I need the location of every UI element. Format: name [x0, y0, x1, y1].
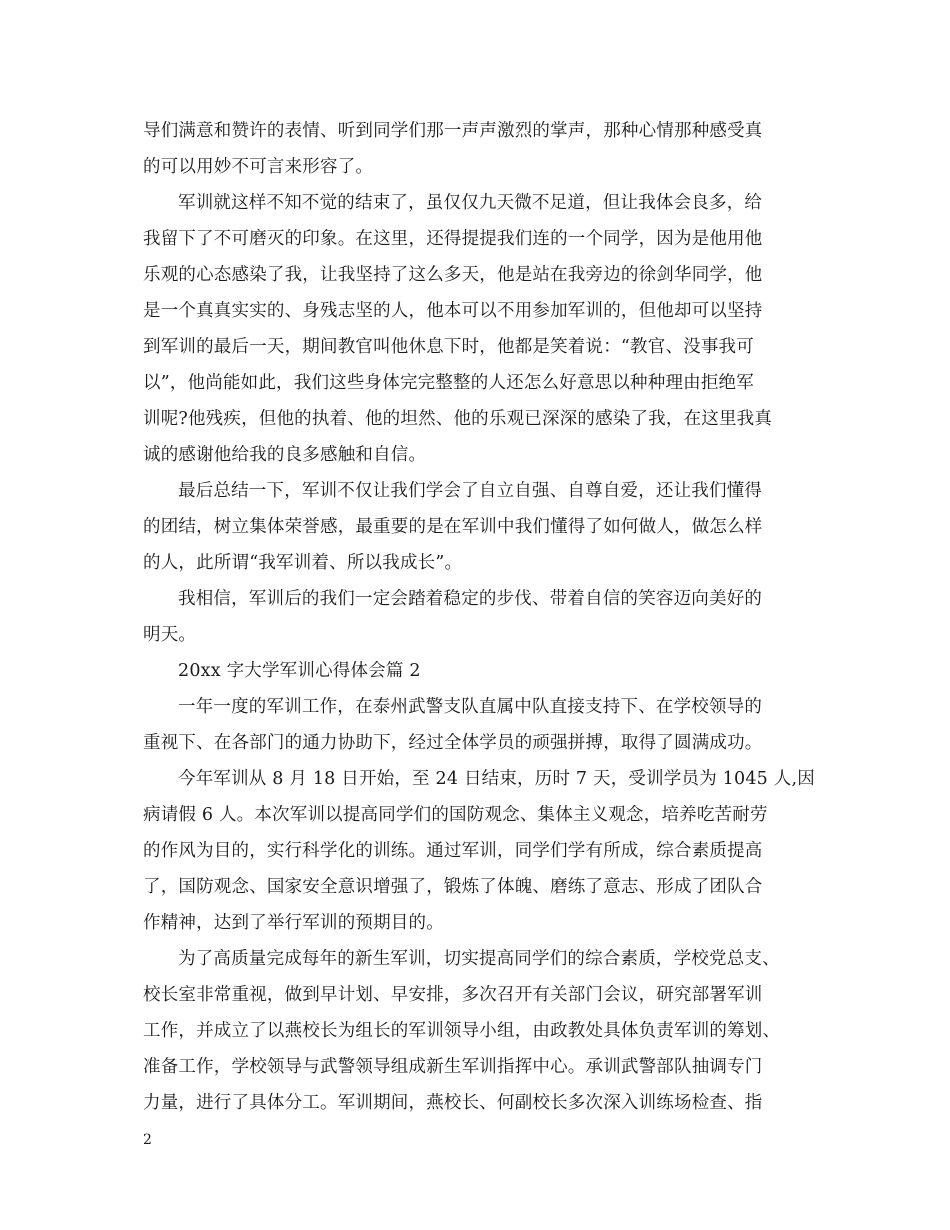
text-line: 训呢?他残疾，但他的执着、他的坦然、他的乐观已深深的感染了我，在这里我真: [143, 409, 773, 429]
text-line: 校长室非常重视，做到早计划、早安排，多次召开有关部门会议，研究部署军训: [143, 985, 763, 1005]
text-line: 准备工作，学校领导与武警领导组成新生军训指挥中心。承训武警部队抽调专门: [143, 1057, 763, 1077]
text-line: 20xx 字大学军训心得体会篇 2: [178, 661, 421, 681]
text-line: 军训就这样不知不觉的结束了，虽仅仅九天微不足道，但让我体会良多，给: [178, 193, 763, 213]
paragraph: [143, 941, 815, 1121]
text-line: 病请假 6 人。本次军训以提高同学们的国防观念、集体主义观念，培养吃苦耐劳: [143, 805, 768, 825]
page-number: 2: [143, 1132, 152, 1148]
paragraph: [143, 689, 815, 761]
text-line: 的作风为目的，实行科学化的训练。通过军训，同学们学有所成，综合素质提高: [143, 841, 763, 861]
text-line: 最后总结一下，军训不仅让我们学会了自立自强、自尊自爱，还让我们懂得: [178, 481, 763, 501]
paragraph: [143, 113, 815, 185]
text-line: 明天。: [143, 625, 197, 645]
text-line: 导们满意和赞许的表情、听到同学们那一声声激烈的掌声，那种心情那种感受真: [143, 121, 763, 141]
text-line: 力量，进行了具体分工。军训期间，燕校长、何副校长多次深入训练场检查、指: [143, 1093, 763, 1113]
paragraph: [143, 581, 815, 653]
text-line: 的团结，树立集体荣誉感，最重要的是在军训中我们懂得了如何做人，做怎么样: [143, 517, 763, 537]
text-line: 一年一度的军训工作，在泰州武警支队直属中队直接支持下、在学校领导的: [178, 697, 763, 717]
text-line: 到军训的最后一天，期间教官叫他休息下时，他都是笑着说：“教官、没事我可: [143, 337, 754, 357]
text-line: 以”，他尚能如此，我们这些身体完完整整的人还怎么好意思以种种理由拒绝军: [143, 373, 754, 393]
text-line: 作精神，达到了举行军训的预期目的。: [143, 913, 444, 933]
text-line: 为了高质量完成每年的新生军训，切实提高同学们的综合素质，学校党总支、: [178, 949, 780, 969]
text-line: 诚的感谢他给我的良多感触和自信。: [143, 445, 427, 465]
text-line: 重视下、在各部门的通力协助下，经过全体学员的顽强拼搏，取得了圆满成功。: [143, 733, 763, 753]
paragraph: [143, 761, 815, 941]
paragraph: [143, 653, 815, 689]
text-line: 了，国防观念、国家安全意识增强了，锻炼了体魄、磨练了意志、形成了团队合: [143, 877, 763, 897]
paragraph: [143, 473, 815, 581]
text-line: 乐观的心态感染了我，让我坚持了这么多天，他是站在我旁边的徐剑华同学，他: [143, 265, 763, 285]
text-line: 工作，并成立了以燕校长为组长的军训领导小组，由政教处具体负责军训的筹划、: [143, 1021, 781, 1041]
text-line: 我相信，军训后的我们一定会踏着稳定的步伐、带着自信的笑容迈向美好的: [178, 589, 763, 609]
paragraph: [143, 185, 815, 473]
text-line: 我留下了不可磨灭的印象。在这里，还得提提我们连的一个同学，因为是他用他: [143, 229, 763, 249]
text-line: 的可以用妙不可言来形容了。: [143, 157, 374, 177]
document-body: [143, 113, 815, 1121]
text-line: 的人，此所谓“我军训着、所以我成长”。: [143, 553, 463, 573]
text-line: 是一个真真实实的、身残志坚的人，他本可以不用参加军训的，但他却可以坚持: [143, 301, 763, 321]
text-line: 今年军训从 8 月 18 日开始，至 24 日结束，历时 7 天，受训学员为 1045 人,因: [178, 769, 815, 789]
